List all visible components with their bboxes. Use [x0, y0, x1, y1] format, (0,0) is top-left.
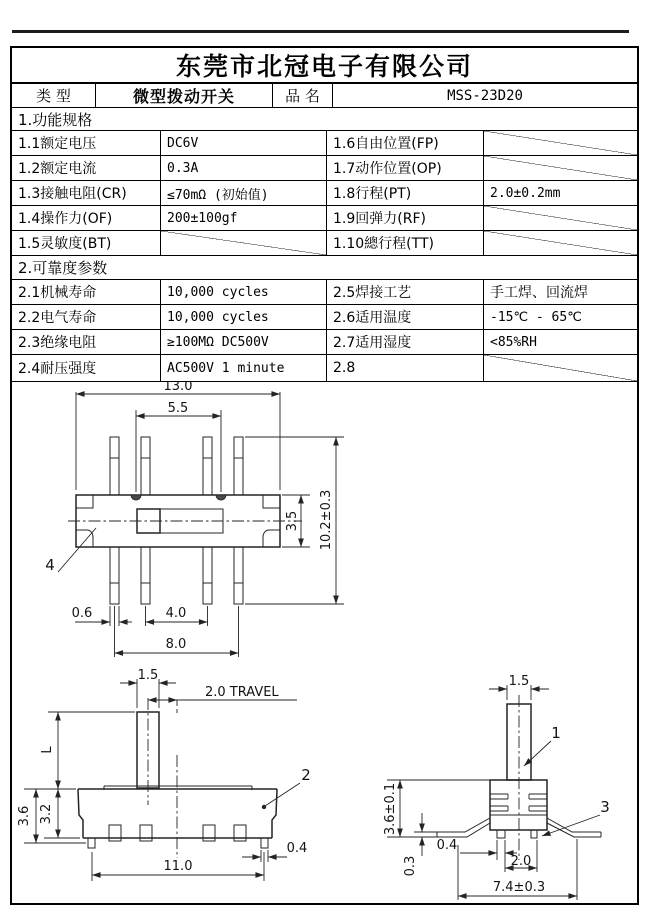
dim-pin-pitch: 4.0: [165, 606, 187, 621]
dim-body-height-side: 3.6±0.1: [383, 782, 398, 836]
table-row: [12, 156, 637, 181]
spec-value: 200±100gf: [160, 206, 326, 230]
spec-value: ≥100MΩ DC500V: [160, 330, 326, 354]
technical-drawing: [12, 382, 637, 903]
spec-label: 1.5灵敏度(BT): [18, 236, 112, 252]
part-label-stem: 1: [551, 724, 561, 742]
spec-value: DC6V: [160, 131, 326, 155]
spec-value-na: [483, 206, 637, 230]
front-view: [17, 668, 311, 881]
spec-value: AC500V 1 minute: [160, 355, 326, 381]
dim-pin-width-side: 0.4: [436, 838, 458, 853]
spec-label: 2.2电气寿命: [18, 310, 97, 326]
spec-value: 手工焊、回流焊: [483, 280, 637, 304]
section-reliability: 2.可靠度参数: [12, 256, 637, 280]
table-row: [12, 181, 637, 206]
dim-lead-thickness: 0.3: [403, 855, 418, 877]
dim-height-total: 3.6: [17, 805, 32, 827]
spec-label: 1.6自由位置(FP): [326, 131, 483, 155]
type-name-row: [12, 84, 637, 108]
table-row: [12, 305, 637, 330]
part-label-base: 4: [45, 556, 55, 574]
dim-stem-height: L: [40, 746, 55, 754]
dim-inner-span: 5.5: [167, 401, 189, 416]
dim-stem-width-side: 1.5: [508, 674, 530, 689]
table-row: [12, 231, 637, 256]
spec-value: 10,000 cycles: [160, 280, 326, 304]
spec-value: ≤70mΩ (初始值): [160, 181, 326, 205]
dim-outer-pitch: 8.0: [165, 637, 187, 652]
spec-document-frame: [10, 46, 639, 905]
spec-label: 2.7适用湿度: [326, 330, 483, 354]
product-name-label: 品 名: [272, 84, 332, 107]
type-value: 微型拨动开关: [95, 84, 272, 107]
table-row: [12, 280, 637, 305]
page-top-scan-line: [12, 30, 629, 33]
product-name-value: MSS-23D20: [332, 84, 637, 107]
spec-value: 10,000 cycles: [160, 305, 326, 329]
dim-total-height: 10.2±0.3: [319, 489, 334, 551]
spec-value: -15℃ - 65℃: [483, 305, 637, 329]
spec-value-na: [483, 131, 637, 155]
part-label-lead: 3: [600, 798, 610, 816]
technical-drawing-area: [12, 382, 637, 903]
dim-height-body: 3.2: [39, 803, 54, 825]
spec-label: 2.5焊接工艺: [326, 280, 483, 304]
spec-label: 1.2额定电流: [18, 161, 97, 177]
dim-stem-width: 1.5: [137, 668, 159, 683]
spec-label: 1.10總行程(TT): [326, 231, 483, 255]
spec-label: 2.8: [326, 355, 483, 381]
table-row: [12, 206, 637, 231]
part-label-cover: 2: [301, 766, 311, 784]
spec-label: 1.9回弹力(RF): [326, 206, 483, 230]
dim-body-height: 3.5: [285, 510, 300, 532]
spec-value-na: [160, 231, 326, 255]
dim-body-width: 11.0: [163, 859, 193, 874]
dim-travel: 2.0 TRAVEL: [205, 685, 279, 700]
spec-label: 1.1额定电压: [18, 136, 97, 152]
spec-value: <85%RH: [483, 330, 637, 354]
type-label: 类 型: [36, 87, 71, 105]
dim-pin-width: 0.6: [71, 606, 93, 621]
top-view: [45, 382, 344, 657]
spec-label: 2.3绝缘电阻: [18, 335, 97, 351]
spec-label: 2.6适用温度: [326, 305, 483, 329]
dim-tab-width: 0.4: [286, 841, 308, 856]
side-view: [383, 674, 610, 900]
company-title: 东莞市北冠电子有限公司: [12, 48, 637, 84]
dim-lead-span: 7.4±0.3: [492, 880, 546, 895]
spec-label: 1.7动作位置(OP): [326, 156, 483, 180]
spec-label: 1.3接触电阻(CR): [18, 186, 127, 202]
spec-label: 1.4操作力(OF): [18, 211, 113, 227]
spec-label: 1.8行程(PT): [326, 181, 483, 205]
table-row: [12, 355, 637, 382]
table-row: [12, 330, 637, 355]
spec-value-na: [483, 231, 637, 255]
spec-value: 0.3A: [160, 156, 326, 180]
section-functional-spec: 1.功能规格: [12, 108, 637, 131]
spec-label: 2.4耐压强度: [18, 361, 97, 377]
spec-value-na: [483, 355, 637, 381]
dim-pin-pitch-side: 2.0: [510, 854, 532, 869]
dim-overall-width: 13.0: [163, 382, 193, 394]
spec-label: 2.1机械寿命: [18, 285, 97, 301]
spec-value: 2.0±0.2mm: [483, 181, 637, 205]
table-row: [12, 131, 637, 156]
spec-value-na: [483, 156, 637, 180]
